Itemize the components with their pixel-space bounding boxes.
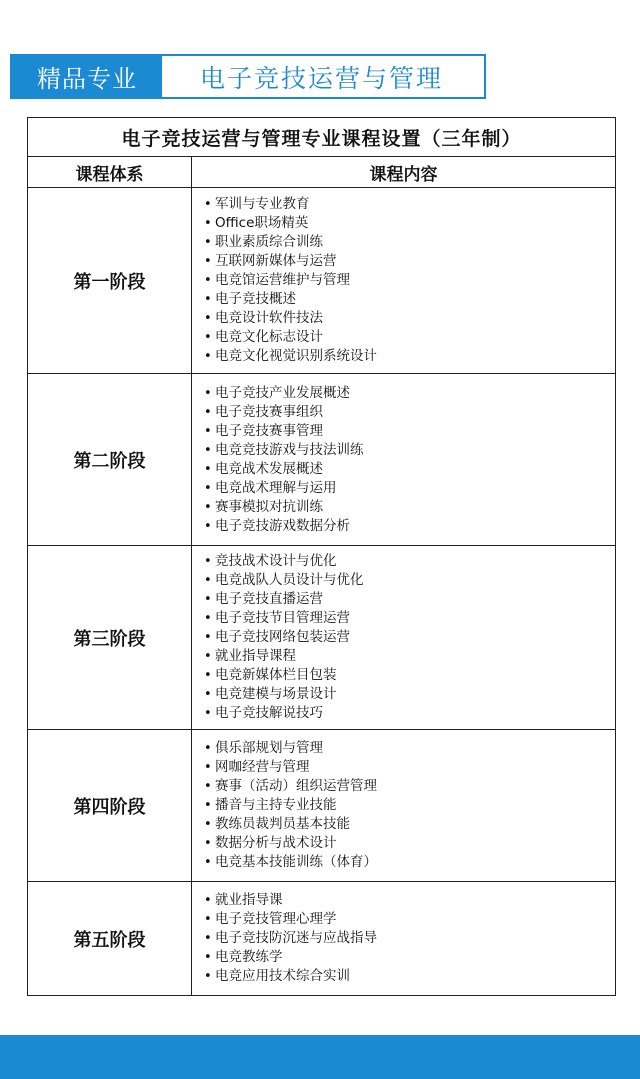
course-item <box>204 498 615 517</box>
stage-courses <box>192 730 616 882</box>
course-name: 互联网新媒体与运营 <box>215 253 337 269</box>
course-item <box>204 777 615 796</box>
course-list <box>204 552 615 723</box>
bullet-icon: • <box>204 649 212 664</box>
bullet-icon: • <box>204 273 212 288</box>
bullet-icon: • <box>204 817 212 832</box>
bullet-icon: • <box>204 969 212 984</box>
stage-row <box>28 882 616 996</box>
course-name: 数据分析与战术设计 <box>215 835 337 851</box>
course-name: 电子竞技直播运营 <box>215 591 323 607</box>
stage-name: 第四阶段 <box>28 730 192 882</box>
course-name: 赛事模拟对抗训练 <box>215 498 323 515</box>
course-name: 电子竞技概述 <box>215 291 296 307</box>
stage-courses <box>192 374 616 546</box>
stage-row <box>28 188 616 374</box>
stage-row <box>28 546 616 730</box>
bullet-icon: • <box>204 836 212 851</box>
course-item <box>204 479 615 498</box>
course-item <box>204 929 615 948</box>
course-item <box>204 309 615 328</box>
course-item <box>204 609 615 628</box>
course-name: 电竞应用技术综合实训 <box>215 968 350 984</box>
course-name: 电竞竞技游戏与技法训练 <box>215 441 364 458</box>
bullet-icon: • <box>204 480 212 496</box>
course-name: 网咖经营与管理 <box>215 759 310 775</box>
course-name: 电子竞技管理心理学 <box>215 911 337 927</box>
course-name: 电子竞技产业发展概述 <box>215 384 350 401</box>
header-course-system: 课程体系 <box>28 157 192 188</box>
stage-courses <box>192 882 616 996</box>
bullet-icon: • <box>204 760 212 775</box>
course-item <box>204 271 615 290</box>
bullet-icon: • <box>204 461 212 477</box>
course-name: 电竞基本技能训练（体育） <box>215 854 377 870</box>
course-name: 播音与主持专业技能 <box>215 797 337 813</box>
course-list <box>204 739 615 872</box>
course-item <box>204 685 615 704</box>
course-name: 俱乐部规划与管理 <box>215 740 323 756</box>
course-item <box>204 422 615 441</box>
course-name: 就业指导课 <box>215 892 283 908</box>
stage-courses <box>192 546 616 730</box>
course-list <box>204 384 615 536</box>
course-name: 电竞教练学 <box>215 949 283 965</box>
course-item <box>204 948 615 967</box>
bullet-icon: • <box>204 912 212 927</box>
stage-row <box>28 374 616 546</box>
bullet-icon: • <box>204 385 212 401</box>
header-banner <box>10 54 486 99</box>
course-name: 电子竞技防沉迷与应战指导 <box>215 930 377 946</box>
course-item <box>204 590 615 609</box>
stage-name: 第五阶段 <box>28 882 192 996</box>
footer-bar <box>0 1035 640 1079</box>
course-item <box>204 195 615 214</box>
bullet-icon: • <box>204 423 212 439</box>
bullet-icon: • <box>204 292 212 307</box>
bullet-icon: • <box>204 893 212 908</box>
bullet-icon: • <box>204 235 212 250</box>
bullet-icon: • <box>204 442 212 458</box>
bullet-icon: • <box>204 197 212 212</box>
bullet-icon: • <box>204 311 212 326</box>
course-item <box>204 796 615 815</box>
course-name: 职业素质综合训练 <box>215 234 323 250</box>
bullet-icon: • <box>204 404 212 420</box>
course-item <box>204 290 615 309</box>
bullet-icon: • <box>204 741 212 756</box>
course-name: 电竞新媒体栏目包装 <box>215 667 337 683</box>
course-name: 电子竞技节目管理运营 <box>215 610 350 626</box>
stage-courses <box>192 188 616 374</box>
course-item <box>204 666 615 685</box>
course-item <box>204 834 615 853</box>
course-item <box>204 853 615 872</box>
bullet-icon: • <box>204 499 212 515</box>
course-name: 电子竞技赛事管理 <box>215 422 323 439</box>
bullet-icon: • <box>204 706 212 721</box>
course-item <box>204 967 615 986</box>
course-name: 赛事（活动）组织运营管理 <box>215 778 377 794</box>
course-item <box>204 758 615 777</box>
bullet-icon: • <box>204 349 212 364</box>
course-name: 电子竞技游戏数据分析 <box>215 517 350 534</box>
course-item <box>204 517 615 536</box>
course-name: 电竞战术理解与运用 <box>215 479 337 496</box>
category-tag: 精品专业 <box>12 56 162 97</box>
bullet-icon: • <box>204 855 212 870</box>
course-name: 电竞战术发展概述 <box>215 460 323 477</box>
course-list <box>204 891 615 986</box>
major-title: 电子竞技运营与管理 <box>200 63 444 93</box>
course-name: 电子竞技网络包装运营 <box>215 629 350 645</box>
bullet-icon: • <box>204 554 212 569</box>
course-item <box>204 815 615 834</box>
bullet-icon: • <box>204 216 212 231</box>
course-name: Office职场精英 <box>215 215 309 231</box>
course-name: 电子竞技解说技巧 <box>215 705 323 721</box>
bullet-icon: • <box>204 798 212 813</box>
stage-name: 第二阶段 <box>28 374 192 546</box>
course-name: 电竞战队人员设计与优化 <box>215 572 364 588</box>
course-name: 就业指导课程 <box>215 648 296 664</box>
course-name: 电竞建模与场景设计 <box>215 686 337 702</box>
course-item <box>204 252 615 271</box>
course-item <box>204 628 615 647</box>
bullet-icon: • <box>204 779 212 794</box>
course-list <box>204 195 615 366</box>
course-name: 电竞设计软件技法 <box>215 310 323 326</box>
course-name: 电子竞技赛事组织 <box>215 403 323 420</box>
course-name: 竞技战术设计与优化 <box>215 553 337 569</box>
stage-name: 第一阶段 <box>28 188 192 374</box>
course-name: 军训与专业教育 <box>215 196 310 212</box>
bullet-icon: • <box>204 254 212 269</box>
table-title: 电子竞技运营与管理专业课程设置（三年制） <box>28 118 616 157</box>
course-item <box>204 910 615 929</box>
course-item <box>204 328 615 347</box>
bullet-icon: • <box>204 931 212 946</box>
course-item <box>204 233 615 252</box>
course-item <box>204 704 615 723</box>
bullet-icon: • <box>204 611 212 626</box>
course-item <box>204 214 615 233</box>
stage-name: 第三阶段 <box>28 546 192 730</box>
bullet-icon: • <box>204 630 212 645</box>
stage-row <box>28 730 616 882</box>
curriculum-table <box>27 117 616 996</box>
course-item <box>204 403 615 422</box>
bullet-icon: • <box>204 668 212 683</box>
bullet-icon: • <box>204 592 212 607</box>
course-item <box>204 460 615 479</box>
course-item <box>204 441 615 460</box>
course-item <box>204 571 615 590</box>
bullet-icon: • <box>204 950 212 965</box>
course-name: 教练员裁判员基本技能 <box>215 816 350 832</box>
course-item <box>204 739 615 758</box>
course-item <box>204 552 615 571</box>
course-name: 电竞文化视觉识别系统设计 <box>215 348 377 364</box>
course-item <box>204 384 615 403</box>
course-item <box>204 347 615 366</box>
bullet-icon: • <box>204 330 212 345</box>
course-name: 电竞馆运营维护与管理 <box>215 272 350 288</box>
bullet-icon: • <box>204 687 212 702</box>
header-course-content: 课程内容 <box>192 157 616 188</box>
bullet-icon: • <box>204 518 212 534</box>
course-item <box>204 647 615 666</box>
bullet-icon: • <box>204 573 212 588</box>
course-name: 电竞文化标志设计 <box>215 329 323 345</box>
course-item <box>204 891 615 910</box>
